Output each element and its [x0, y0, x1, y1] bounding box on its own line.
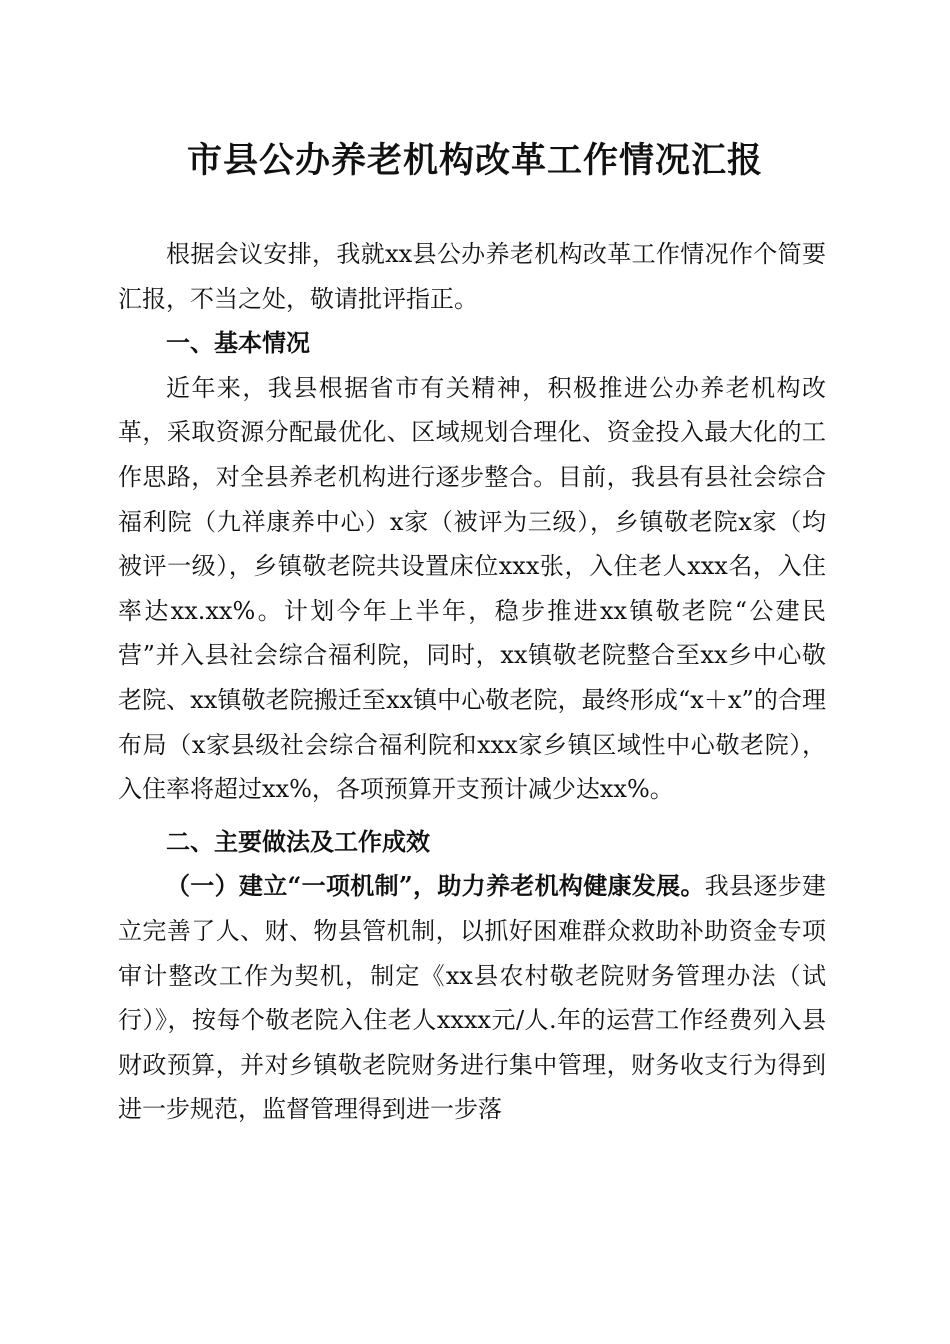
document-title: 市县公办养老机构改革工作情况汇报	[186, 140, 763, 181]
basic-situation-paragraph: 近年来，我县根据省市有关精神，积极推进公办养老机构改革，采取资源分配最优化、区域规划合理化、资金投入最大化的工作思路，对全县养老机构进行逐步整合。目前，我县有县社会综合福利院（九祥康养中心）x家（被评为三级），乡镇敬老院x家（均被评一级），乡镇敬老院共设置床位xxx张，入住老人xxx名，入住率达xx.xx%。计划今年上半年，稳步推进xx镇敬老院“公建民营”并入县社会综合福利院，同时，xx镇敬老院整合至xx乡中心敬老院、xx镇敬老院搬迁至xx镇中心敬老院，最终形成“x＋x”的合理布局（x家县级社会综合福利院和xxx家乡镇区域性中心敬老院），入住率将超过xx%，各项预算开支预计减少达xx%。	[118, 373, 826, 804]
mechanism-paragraph-text: 我县逐步建立完善了人、财、物县管机制，以抓好困难群众救助补助资金专项审计整改工作为契机，制定《xx县农村敬老院财务管理办法（试行）》，按每个敬老院入住老人xxxx元/人.年的运营工作经费列入县财政预算，并对乡镇敬老院财务进行集中管理，财务收支行为得到进一步规范，监督管理得到进一步落	[118, 872, 827, 1124]
paragraph-spacer	[118, 812, 826, 820]
section-heading-main-practices: 二、主要做法及工作成效	[166, 827, 430, 856]
document-body	[118, 232, 826, 1132]
intro-paragraph: 根据会议安排，我就xx县公办养老机构改革工作情况作个简要汇报，不当之处，敬请批评指正。	[118, 240, 826, 313]
mechanism-paragraph	[118, 864, 826, 1132]
subsection-lead-mechanism: （一）建立“一项机制”，助力养老机构健康发展。	[166, 871, 705, 901]
section-heading-basic-situation: 一、基本情况	[166, 329, 310, 358]
